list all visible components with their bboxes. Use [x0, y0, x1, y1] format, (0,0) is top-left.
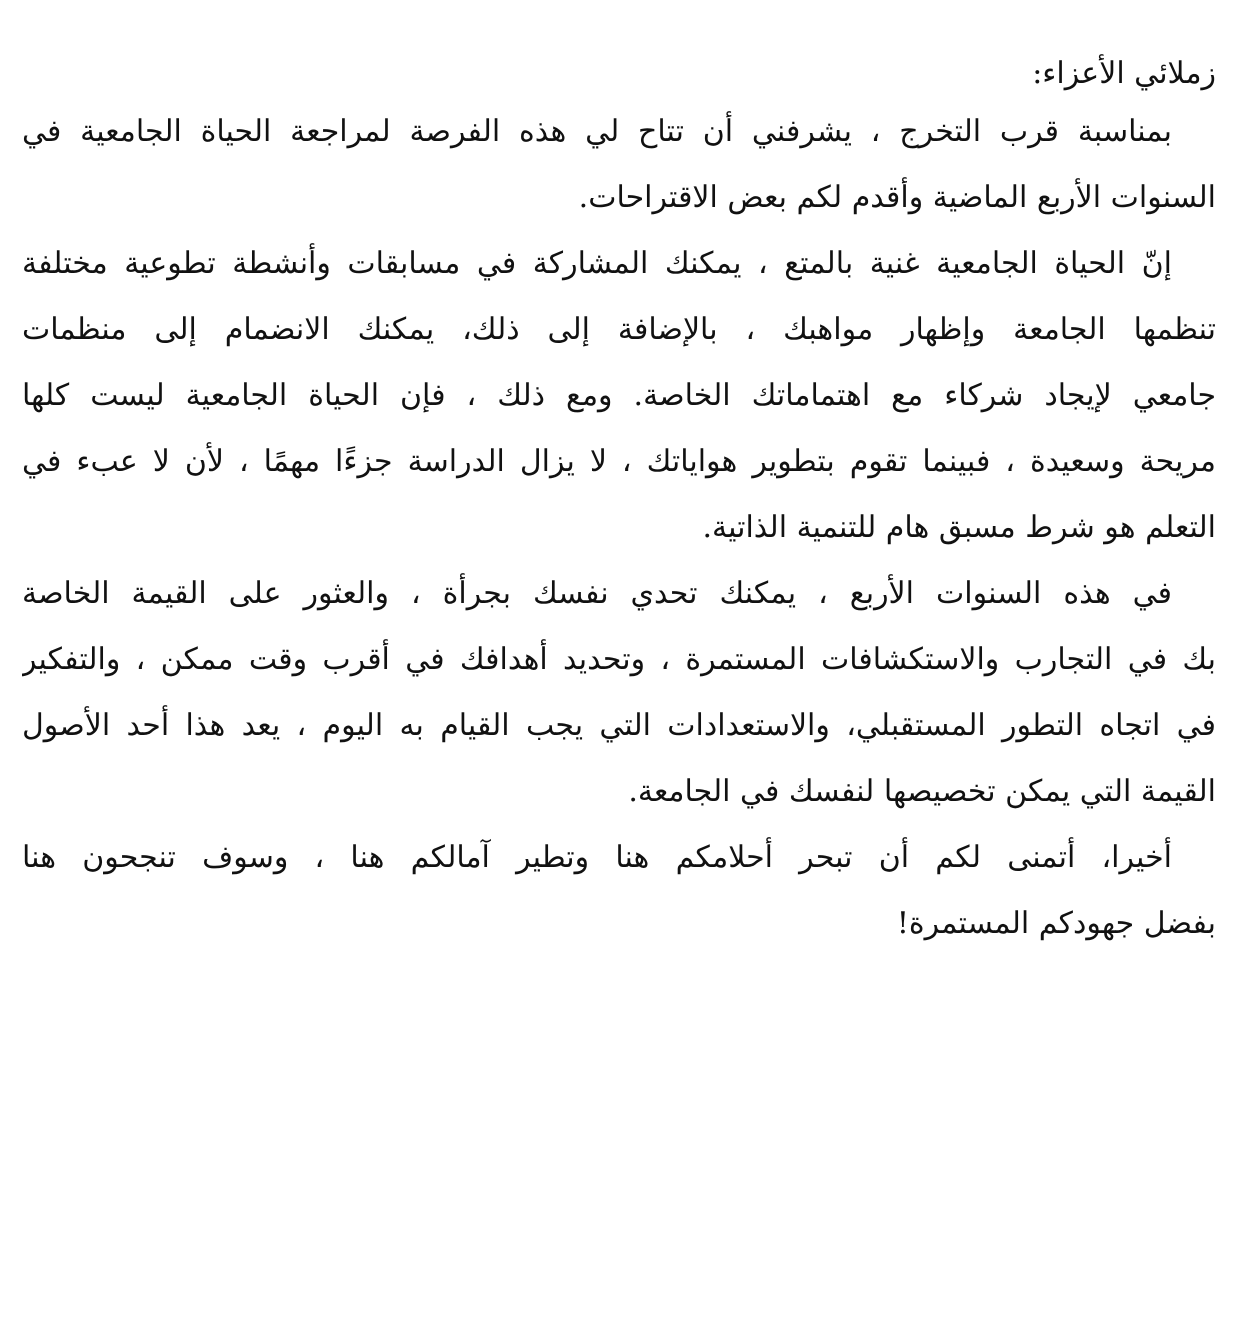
paragraph-line: بك في التجارب والاستكشافات المستمرة ، وتحديد أهدافك في أقرب وقت ممكن ، والتفكير: [22, 642, 1216, 677]
paragraph-closing: [22, 832, 1216, 964]
paragraph-line: أخيرا، أتمنى لكم أن تبحر أحلامكم هنا وتطير آمالكم هنا ، وسوف تنجحون هنا: [22, 840, 1172, 875]
paragraph-line: إنّ الحياة الجامعية غنية بالمتع ، يمكنك المشاركة في مسابقات وأنشطة تطوعية مختلفة: [22, 246, 1172, 281]
paragraph-line: مريحة وسعيدة ، فبينما تقوم بتطوير هواياتك ، لا يزال الدراسة جزءًا مهمًا ، لأن لا عبء في: [22, 444, 1216, 479]
paragraph-line: بفضل جهودكم المستمرة!: [896, 906, 1216, 941]
paragraph-line: جامعي لإيجاد شركاء مع اهتماماتك الخاصة. ومع ذلك ، فإن الحياة الجامعية ليست كلها: [22, 378, 1216, 413]
paragraph-line: بمناسبة قرب التخرج ، يشرفني أن تتاح لي هذه الفرصة لمراجعة الحياة الجامعية في: [22, 114, 1172, 149]
paragraph-four-years: [22, 568, 1216, 832]
paragraph-line: القيمة التي يمكن تخصيصها لنفسك في الجامعة.: [628, 774, 1216, 809]
salutation: زملائي الأعزاء:: [1032, 56, 1216, 91]
paragraph-line: التعلم هو شرط مسبق هام للتنمية الذاتية.: [702, 510, 1216, 545]
paragraph-university-life: [22, 238, 1216, 568]
paragraph-line: تنظمها الجامعة وإظهار مواهبك ، بالإضافة إلى ذلك، يمكنك الانضمام إلى منظمات: [22, 312, 1216, 347]
paragraph-line: في اتجاه التطور المستقبلي، والاستعدادات التي يجب القيام به اليوم ، يعد هذا أحد الأصول: [22, 708, 1216, 743]
letter-document: [22, 48, 1216, 964]
paragraph-graduation-intro: [22, 106, 1216, 238]
paragraph-line: السنوات الأربع الماضية وأقدم لكم بعض الاقتراحات.: [578, 180, 1216, 215]
paragraph-line: في هذه السنوات الأربع ، يمكنك تحدي نفسك بجرأة ، والعثور على القيمة الخاصة: [22, 576, 1172, 611]
